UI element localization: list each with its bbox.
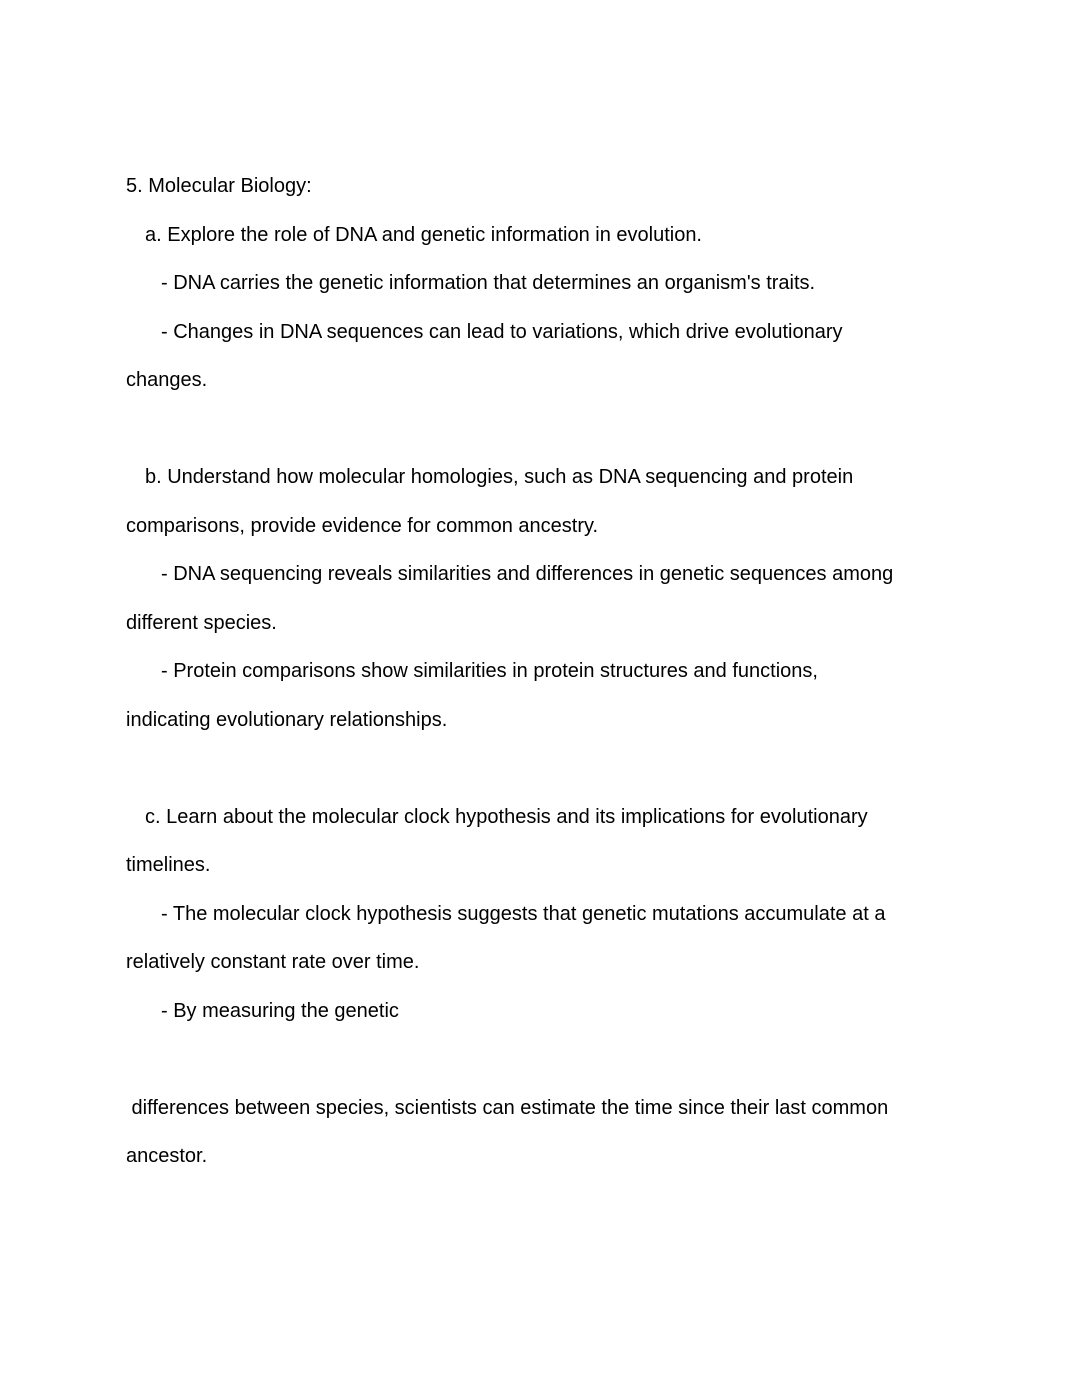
blank-line: [126, 744, 980, 793]
subitem-a-line: a. Explore the role of DNA and genetic information in evolution.: [145, 223, 702, 246]
subitem-b-line: b. Understand how molecular homologies, such as DNA sequencing and protein: [145, 466, 854, 488]
continuation-line: relatively constant rate over time.: [126, 951, 420, 973]
bullet-line: - DNA sequencing reveals similarities and differences in genetic sequences among: [161, 563, 894, 585]
bullet-line: - DNA carries the genetic information that determines an organism's traits.: [161, 272, 816, 294]
continuation-line: comparisons, provide evidence for common ancestry.: [126, 514, 599, 537]
continuation-line: indicating evolutionary relationships.: [126, 708, 448, 731]
continuation-line: ancestor.: [126, 1145, 208, 1167]
continuation-line: different species.: [126, 611, 277, 634]
blank-line: [126, 1035, 980, 1084]
bullet-line: - By measuring the genetic: [161, 999, 399, 1022]
bullet-line: - Protein comparisons show similarities in protein structures and functions,: [161, 660, 818, 682]
bullet-line: - Changes in DNA sequences can lead to variations, which drive evolutionary: [161, 320, 843, 343]
bullet-line: - The molecular clock hypothesis suggests that genetic mutations accumulate at a: [161, 902, 886, 925]
subitem-c-line: c. Learn about the molecular clock hypothesis and its implications for evolutionary: [145, 805, 868, 828]
continuation-line: changes.: [126, 369, 208, 391]
continuation-line: differences between species, scientists can estimate the time since their last common: [126, 1096, 889, 1119]
blank-line: [126, 405, 980, 454]
section-heading-line: 5. Molecular Biology:: [126, 175, 312, 197]
continuation-line: timelines.: [126, 854, 211, 876]
